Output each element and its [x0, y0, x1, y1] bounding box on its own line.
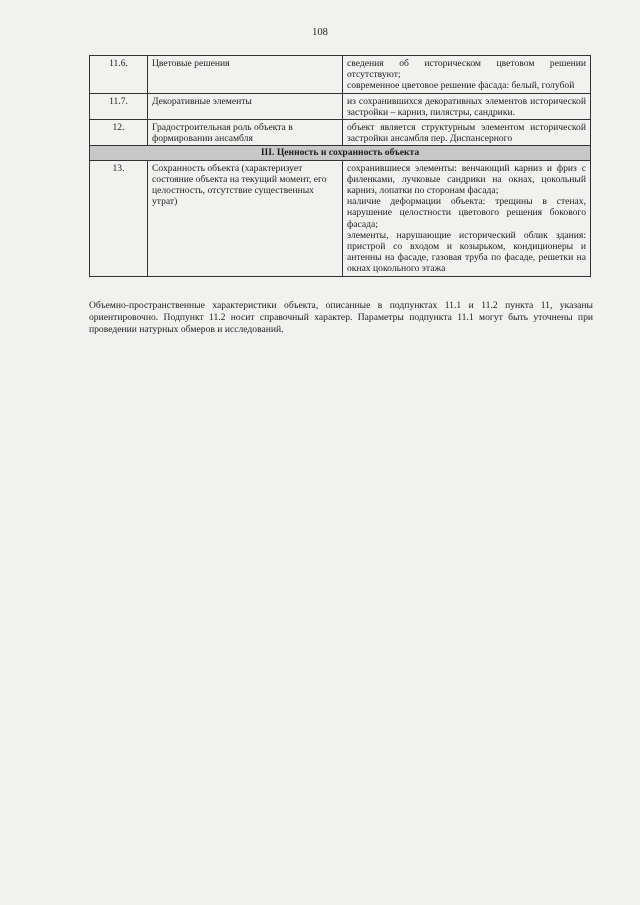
row-value-text: современное цветовое решение фасада: белый, голубой — [347, 80, 575, 92]
row-value-text: элементы, нарушающие исторический облик здания: пристрой со входом и козырьком, кондиционеры и антенны на фасаде, газовая труба по фасаде, решетки на окнах цокольного этажа — [347, 229, 586, 275]
section-title: III. Ценность и сохранность объекта — [90, 146, 591, 160]
section-header-row — [90, 146, 591, 160]
row-value — [343, 93, 591, 119]
row-name — [148, 56, 343, 94]
row-value-text: из сохранившихся декоративных элементов исторической застройки – карниз, пилястры, сандрики. — [347, 95, 586, 118]
row-number: 12. — [90, 120, 148, 146]
row-value-text: сведения об историческом цветовом решении отсутствуют; — [347, 58, 586, 81]
row-value — [343, 120, 591, 146]
page-number: 108 — [312, 27, 328, 38]
row-name-text: Градостроительная роль объекта в формировании ансамбля — [152, 122, 293, 145]
row-name-text: Декоративные элементы — [152, 95, 252, 107]
row-value-text: объект является структурным элементом исторической застройки ансамбля пер. Диспансерного — [347, 122, 586, 145]
row-name-text: Цветовые решения — [152, 58, 230, 69]
row-name — [148, 160, 343, 276]
row-number: 11.6. — [90, 56, 148, 94]
table-row-11-7 — [90, 93, 591, 119]
table-row-12 — [90, 120, 591, 146]
row-value-text: наличие деформации объекта: трещины в стенах, нарушение целостности цветового решения бокового фасада; — [347, 196, 586, 230]
row-value — [343, 56, 591, 94]
table-row-11-6 — [90, 56, 591, 94]
row-number: 13. — [90, 160, 148, 276]
row-value — [343, 160, 591, 276]
row-name-text: Сохранность объекта (характеризует состояние объекта на текущий момент, его целостность, отсутствие существенных утрат) — [152, 162, 327, 208]
row-name — [148, 93, 343, 119]
footnote-paragraph: Объемно-пространственные характеристики объекта, описанные в подпунктах 11.1 и 11.2 пункта 11, указаны ориентировочно. Подпункт 11.2 носит справочный характер. Параметры подпункта 11.1 могут быть уточнены при проведении натурных обмеров и исследований. — [89, 300, 593, 336]
row-name — [148, 120, 343, 146]
table-row-13 — [90, 160, 591, 276]
row-number: 11.7. — [90, 93, 148, 119]
object-characteristics-table — [89, 55, 591, 277]
row-value-text: сохранившиеся элементы: венчающий карниз и фриз с филенками, лучковые сандрики на окнах, цокольный карниз, лопатки по сторонам фасада; — [347, 162, 586, 197]
